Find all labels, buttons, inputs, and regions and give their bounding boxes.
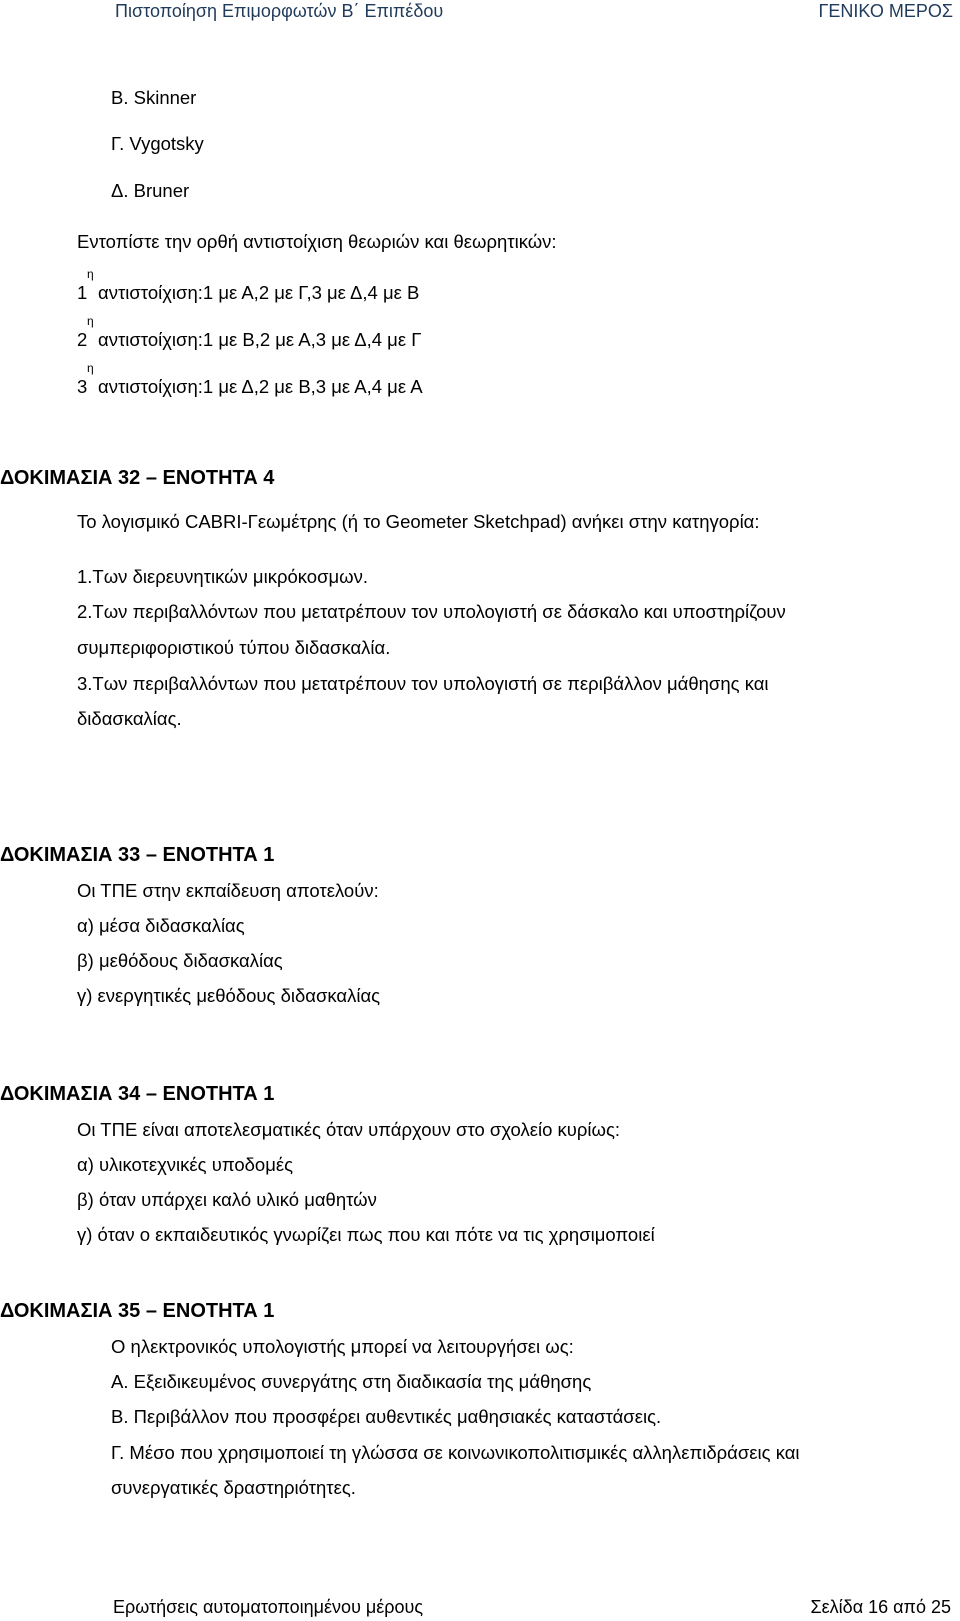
footer-divider [113, 1591, 951, 1592]
match-prompt: Εντοπίστε την ορθή αντιστοίχιση θεωριών και θεωρητικών: [77, 231, 557, 252]
option-d-bruner: Δ. Bruner [111, 180, 190, 201]
test-35-heading: ΔΟΚΙΜΑΣΙΑ 35 – ΕΝΟΤΗΤΑ 1 [0, 1300, 275, 1322]
test-34-option-a: α) υλικοτεχνικές υποδομές [77, 1154, 294, 1175]
footer-doc-title: Ερωτήσεις αυτοματοποιημένου μέρους [113, 1597, 424, 1617]
test-32-question: Το λογισμικό CABRI-Γεωμέτρης (ή το Geometer Sketchpad) ανήκει στην κατηγορία: [77, 511, 760, 532]
match-item-1-superscript: η [87, 267, 94, 281]
footer-page-number: Σελίδα 16 από 25 [810, 1597, 951, 1617]
match-item-1-text: αντιστοίχιση:1 με Α,2 με Γ,3 με Δ,4 με Β [98, 282, 420, 303]
match-item-3-superscript: η [87, 361, 94, 375]
match-item-1-number: 1 [77, 282, 88, 303]
test-33-question: Οι ΤΠΕ στην εκπαίδευση αποτελούν: [77, 880, 379, 901]
test-35-line-a: Α. Εξειδικευμένος συνεργάτης στη διαδικασία της μάθησης [111, 1371, 592, 1392]
test-32-line-5: διδασκαλίας. [77, 708, 182, 729]
test-32-heading: ΔΟΚΙΜΑΣΙΑ 32 – ΕΝΟΤΗΤΑ 4 [0, 467, 275, 489]
match-item-3-text: αντιστοίχιση:1 με Δ,2 με Β,3 με Α,4 με Α [98, 376, 423, 397]
match-item-2-text: αντιστοίχιση:1 με Β,2 με Α,3 με Δ,4 με Γ [98, 329, 422, 350]
test-32-line-4: 3.Των περιβαλλόντων που μετατρέπουν τον υπολογιστή σε περιβάλλον μάθησης και [77, 673, 769, 694]
option-g-vygotsky: Γ. Vygotsky [111, 133, 204, 154]
test-35-line-b: Β. Περιβάλλον που προσφέρει αυθεντικές μαθησιακές καταστάσεις. [111, 1406, 662, 1427]
test-35-line-c: Γ. Μέσο που χρησιμοποιεί τη γλώσσα σε κοινωνικοπολιτισμικές αλληλεπιδράσεις και [111, 1442, 800, 1463]
test-32-line-3: συμπεριφοριστικού τύπου διδασκαλία. [77, 637, 391, 658]
test-32-line-2: 2.Των περιβαλλόντων που μετατρέπουν τον υπολογιστή σε δάσκαλο και υποστηρίζουν [77, 601, 786, 622]
match-item-2-number: 2 [77, 329, 88, 350]
match-item-2-superscript: η [87, 314, 94, 328]
test-34-option-b: β) όταν υπάρχει καλό υλικό μαθητών [77, 1189, 377, 1210]
header-course-title: Πιστοποίηση Επιμορφωτών Β΄ Επιπέδου [115, 1, 444, 21]
test-33-option-a: α) μέσα διδασκαλίας [77, 915, 245, 936]
page-header [0, 0, 960, 24]
test-34-question: Οι ΤΠΕ είναι αποτελεσματικές όταν υπάρχουν στο σχολείο κυρίως: [77, 1119, 621, 1140]
option-b-skinner: Β. Skinner [111, 87, 197, 108]
match-item-3-number: 3 [77, 376, 88, 397]
header-section-title: ΓΕΝΙΚΟ ΜΕΡΟΣ [818, 1, 953, 21]
test-34-option-c: γ) όταν ο εκπαιδευτικός γνωρίζει πως που και πότε να τις χρησιμοποιεί [77, 1224, 655, 1245]
test-35-question: Ο ηλεκτρονικός υπολογιστής μπορεί να λειτουργήσει ως: [111, 1336, 574, 1357]
test-33-heading: ΔΟΚΙΜΑΣΙΑ 33 – ΕΝΟΤΗΤΑ 1 [0, 844, 275, 866]
test-33-option-c: γ) ενεργητικές μεθόδους διδασκαλίας [77, 985, 381, 1006]
test-32-line-1: 1.Των διερευνητικών μικρόκοσμων. [77, 566, 368, 587]
test-35-line-c-cont: συνεργατικές δραστηριότητες. [111, 1477, 356, 1498]
test-33-option-b: β) μεθόδους διδασκαλίας [77, 950, 283, 971]
test-34-heading: ΔΟΚΙΜΑΣΙΑ 34 – ΕΝΟΤΗΤΑ 1 [0, 1083, 275, 1105]
